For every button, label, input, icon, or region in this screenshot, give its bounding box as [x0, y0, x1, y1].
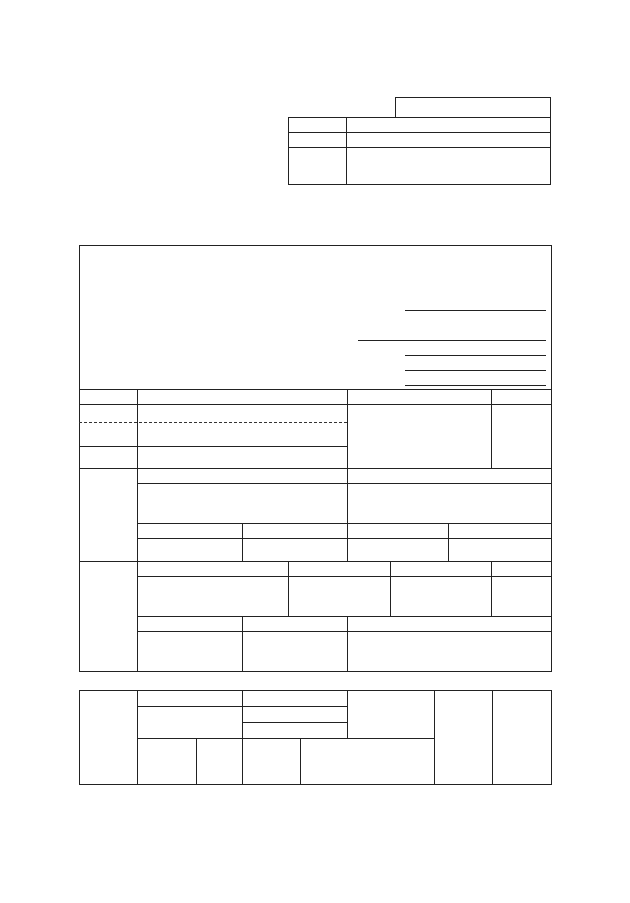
applicant-birth-line[interactable] — [405, 370, 546, 371]
applicant-id-line[interactable] — [405, 355, 546, 356]
recipient-number-field[interactable] — [395, 97, 551, 118]
applicant-name-line[interactable] — [358, 340, 546, 341]
address-line[interactable] — [405, 310, 546, 311]
applicant-phone-line[interactable] — [405, 385, 546, 386]
office-date-grid — [288, 117, 551, 185]
